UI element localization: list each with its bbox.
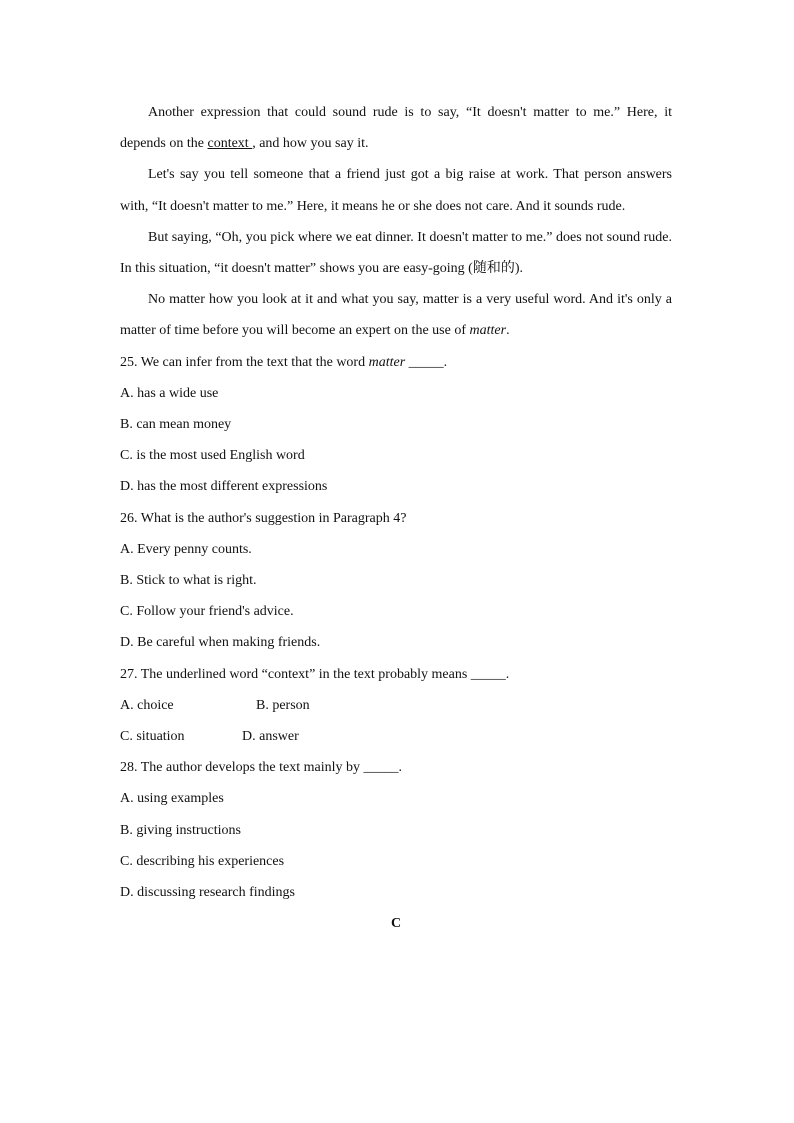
- question-28-option-d: D. discussing research findings: [120, 885, 295, 901]
- question-25-stem: 25. We can infer from the text that the word matter _____.: [120, 354, 448, 370]
- question-27-option-d: D. answer: [242, 729, 299, 745]
- question-28-stem: 28. The author develops the text mainly by _____.: [120, 760, 403, 776]
- question-26-stem: 26. What is the author's suggestion in Paragraph 4?: [120, 510, 407, 526]
- question-26-option-b: B. Stick to what is right.: [120, 573, 257, 589]
- passage-paragraph-1: Another expression that could sound rude is to say, “It doesn't matter to me.” Here, it depends on the context , and how you say it.: [120, 105, 672, 152]
- passage-paragraph-2: Let's say you tell someone that a friend just got a big raise at work. That person answers with, “It doesn't matter to me.” Here, it means he or she does not care. And it sounds rude.: [120, 167, 672, 214]
- question-25-option-c: C. is the most used English word: [120, 448, 305, 464]
- question-28-option-c: C. describing his experiences: [120, 853, 285, 869]
- question-27-options-row-2: [120, 721, 672, 752]
- section-heading-c: C: [390, 916, 402, 932]
- question-27-option-c: C. situation: [120, 729, 185, 745]
- question-25-option-a: A. has a wide use: [120, 385, 219, 401]
- question-27-option-a: A. choice: [120, 697, 174, 713]
- document-body: [120, 97, 672, 939]
- question-26-option-a: A. Every penny counts.: [120, 541, 252, 557]
- question-27-option-b: B. person: [256, 697, 310, 713]
- question-28-option-a: A. using examples: [120, 791, 224, 807]
- passage-paragraph-3: But saying, “Oh, you pick where we eat dinner. It doesn't matter to me.” does not sound rude. In this situation, “it doesn't matter” shows you are easy-going (随和的).: [120, 229, 672, 277]
- question-26-option-d: D. Be careful when making friends.: [120, 635, 321, 651]
- question-27-options-row-1: [120, 690, 672, 721]
- passage-paragraph-4: No matter how you look at it and what you say, matter is a very useful word. And it's only a matter of time before you will become an expert on the use of matter.: [120, 292, 672, 339]
- question-25-option-d: D. has the most different expressions: [120, 479, 328, 495]
- question-28-option-b: B. giving instructions: [120, 822, 241, 838]
- question-27-stem: 27. The underlined word “context” in the text probably means _____.: [120, 666, 510, 682]
- question-25-option-b: B. can mean money: [120, 417, 232, 433]
- underlined-word-context: context: [207, 136, 253, 152]
- question-26-option-c: C. Follow your friend's advice.: [120, 604, 294, 620]
